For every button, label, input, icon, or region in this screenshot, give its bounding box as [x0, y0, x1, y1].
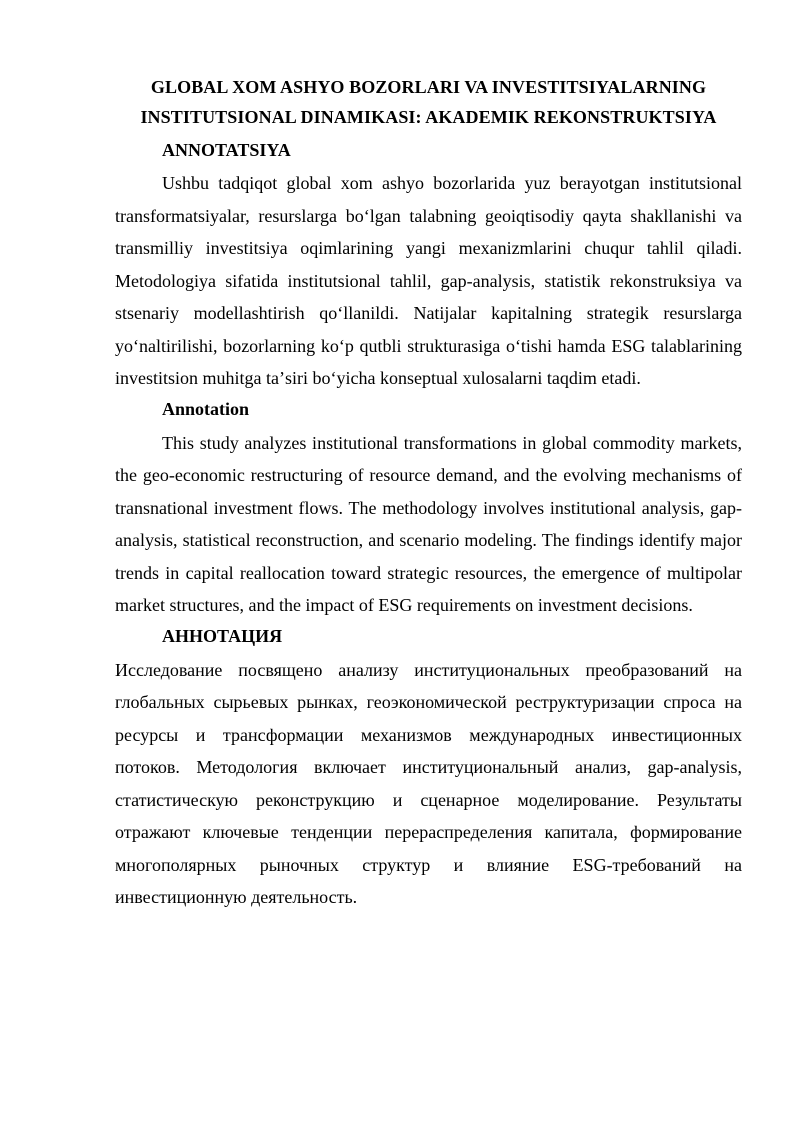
document-title — [115, 0, 742, 132]
document-page — [115, 0, 742, 914]
english-annotation-heading: Annotation — [162, 398, 250, 419]
uzbek-annotation-text: Ushbu tadqiqot global xom ashyo bozorlarida yuz berayotgan institutsional transformatsiyalar, resurslarga boʻlgan talabning geoiqtisodiy qayta shakllanishi va transmilliy investitsiya oqimlarining yangi mexanizmlarini chuqur tahlil qiladi. Metodologiya sifatida institutsional tahlil, gap-analysis, statistik rekonstruksiya va stsenariy modellashtirish qoʻllanildi. Natijalar kapitalning strategik resurslarga yoʻnaltirilishi, bozorlarning koʻp qutbli strukturasiga oʻtishi hamda ESG talablarining investitsion muhitga taʼsiri boʻyicha konseptual xulosalarni taqdim etadi. — [115, 173, 742, 388]
title-line-1: GLOBAL XOM ASHYO BOZORLARI VA INVESTITSIYALARNING — [150, 77, 707, 97]
uzbek-annotation-heading: ANNOTATSIYA — [162, 140, 291, 160]
title-line-2: INSTITUTSIONAL DINAMIKASI: AKADEMIK REKONSTRUKTSIYA — [140, 106, 717, 127]
russian-annotation-text: Исследование посвящено анализу институциональных преобразований на глобальных сырьевых рынках, геоэкономической реструктуризации спроса на ресурсы и трансформации механизмов международных инвестиционных потоков. Методология включает институциональный анализ, gap-analysis, статистическую реконструкцию и сценарное моделирование. Результаты отражают ключевые тенденции перераспределения капитала, формирование многополярных рыночных структур и влияние ESG-требований на инвестиционную деятельность. — [115, 659, 742, 907]
russian-annotation-heading: АННОТАЦИЯ — [162, 625, 283, 646]
english-annotation-text: This study analyzes institutional transformations in global commodity markets, the geo-economic restructuring of resource demand, and the evolving mechanisms of transnational investment flows. The methodology involves institutional analysis, gap-analysis, statistical reconstruction, and scenario modeling. The findings identify major trends in capital reallocation toward strategic resources, the emergence of multipolar market structures, and the impact of ESG requirements on investment decisions. — [115, 432, 742, 615]
